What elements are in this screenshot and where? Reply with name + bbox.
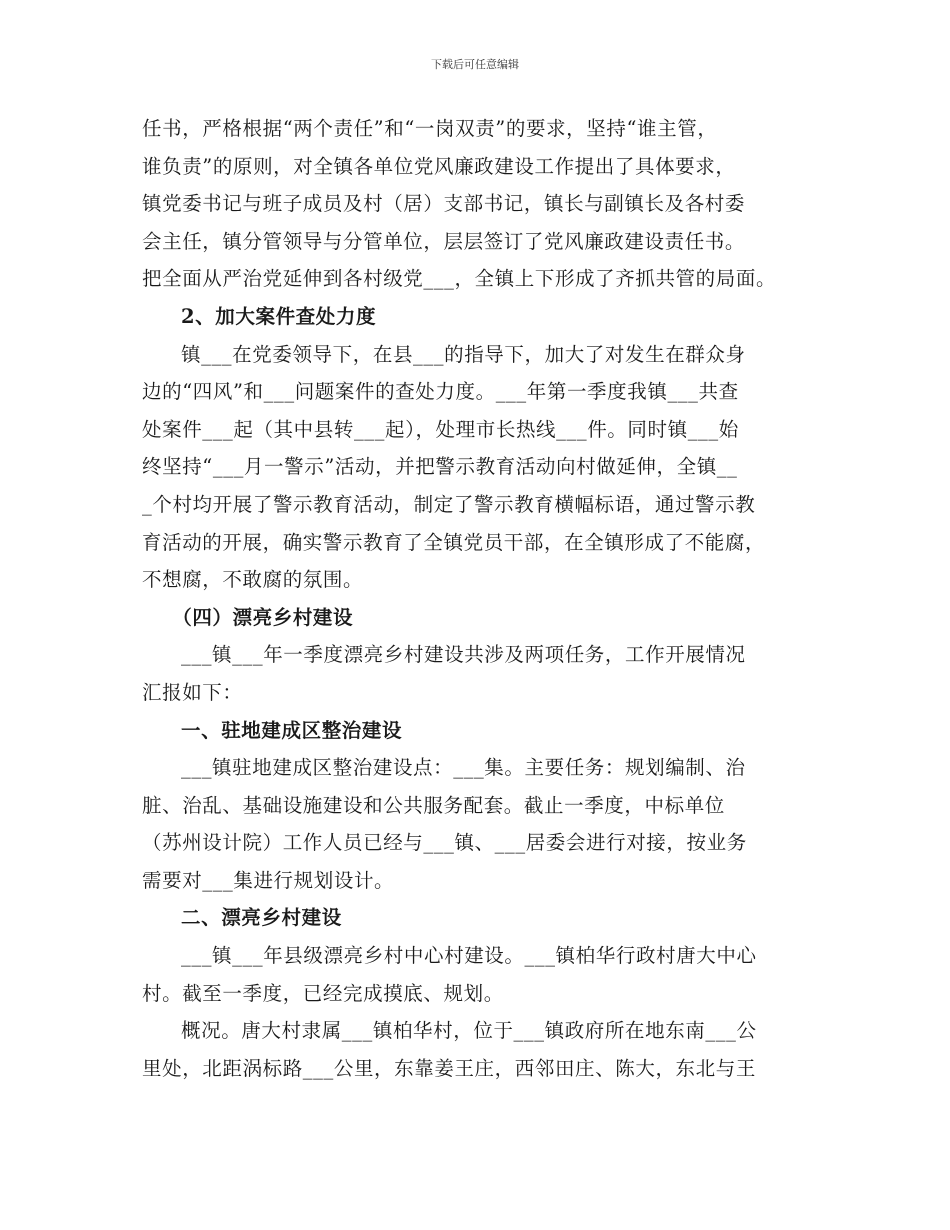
paragraph-case-investigation: [142, 336, 810, 599]
text-line: ___镇___年一季度漂亮乡村建设共涉及两项任务，工作开展情况: [181, 643, 746, 667]
text-line: 育活动的开展，确实警示教育了全镇党员干部，在全镇形成了不能腐，: [142, 530, 766, 554]
text-line: 不想腐，不敢腐的氛围。: [142, 568, 364, 592]
paragraph-beautiful-village-intro: [142, 636, 810, 711]
section-heading-builtup-area: 一、驻地建成区整治建设: [181, 718, 403, 742]
text-line: 村。截至一季度，已经完成摸底、规划。: [142, 981, 504, 1005]
text-line: 边的“四风”和___问题案件的查处力度。___年第一季度我镇___共查: [142, 380, 739, 404]
text-line: （苏州设计院）工作人员已经与___镇、___居委会进行对接，按业务: [142, 831, 747, 855]
text-line: ___镇驻地建成区整治建设点：___集。主要任务：规划编制、治: [181, 756, 746, 780]
paragraph-village-overview: [142, 1012, 810, 1087]
text-line: 镇党委书记与班子成员及村（居）支部书记，镇长与副镇长及各村委: [142, 192, 746, 216]
text-line: _个村均开展了警示教育活动，制定了警示教育横幅标语，通过警示教: [142, 492, 756, 516]
section-heading-case-investigation: 2、加大案件查处力度: [181, 304, 377, 328]
text-line: 脏、治乱、基础设施建设和公共服务配套。截止一季度，中标单位: [142, 793, 725, 817]
page-header: 下载后可任意编辑: [431, 58, 519, 71]
section-heading-village-construction: 二、漂亮乡村建设: [181, 906, 342, 930]
text-line: 谁负责”的原则，对全镇各单位党风廉政建设工作提出了具体要求，: [142, 154, 736, 178]
paragraph-responsibility: [142, 110, 810, 298]
text-line: 概况。唐大村隶属___镇柏华村，位于___镇政府所在地东南___公: [181, 1019, 757, 1043]
text-line: ___镇___年县级漂亮乡村中心村建设。___镇柏华行政村唐大中心: [181, 944, 757, 968]
paragraph-builtup-area: [142, 749, 810, 899]
paragraph-village-construction: [142, 937, 810, 1012]
document-body: [142, 110, 810, 1087]
text-line: 镇___在党委领导下，在县___的指导下，加大了对发生在群众身: [181, 342, 746, 366]
text-line: 汇报如下：: [142, 680, 243, 704]
text-line: 会主任，镇分管领导与分管单位，层层签订了党风廉政建设责任书。: [142, 229, 746, 253]
text-line: 里处，北距涡标路___公里，东靠姜王庄，西邻田庄、陈大，东北与王: [142, 1056, 756, 1080]
text-line: 需要对___集进行规划设计。: [142, 868, 395, 892]
text-line: 任书，严格根据“两个责任”和“一岗双责”的要求，坚持“谁主管，: [142, 117, 718, 140]
text-line: 终坚持“___月一警示”活动，并把警示教育活动向村做延伸，全镇__: [142, 455, 738, 479]
section-heading-beautiful-village: （四）漂亮乡村建设: [172, 605, 354, 629]
text-line: 处案件___起（其中县转___起），处理市长热线___件。同时镇___始: [142, 417, 739, 441]
text-line: 把全面从严治党延伸到各村级党___，全镇上下形成了齐抓共管的局面。: [142, 267, 777, 291]
